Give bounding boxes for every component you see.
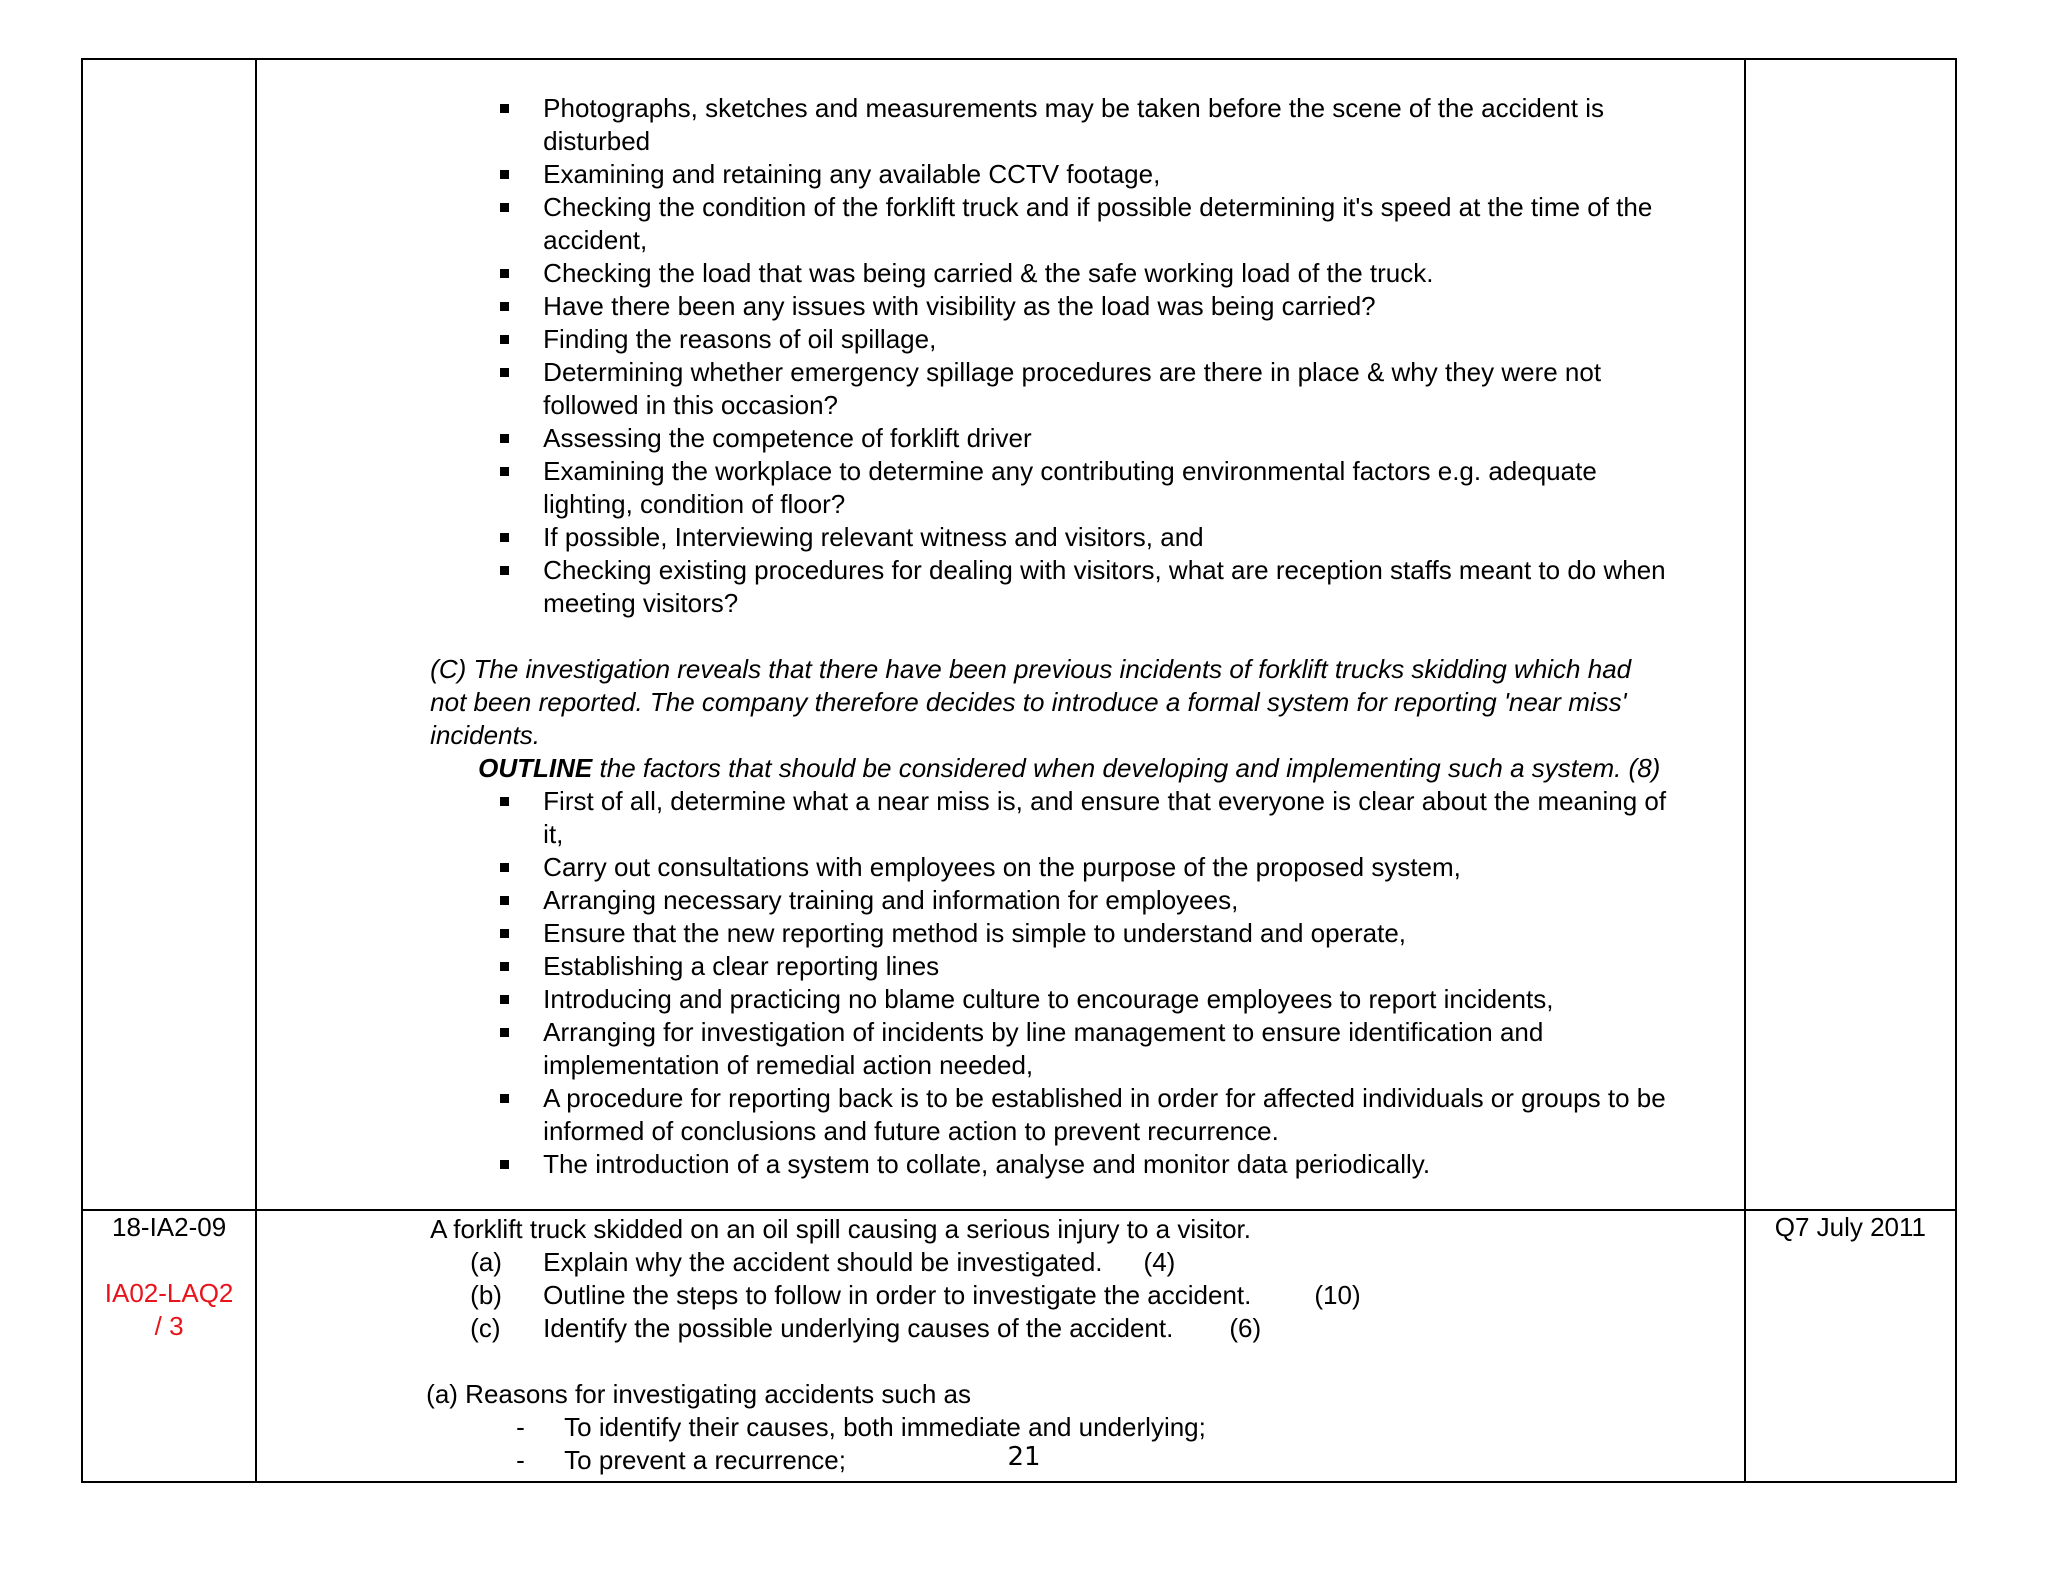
list-item (470, 92, 1686, 158)
outline-keyword: OUTLINE (478, 753, 593, 783)
ref-code: 18-IA2-09 (111, 1212, 227, 1242)
list-item (470, 422, 1686, 455)
list-item-text: Assessing the competence of forklift driver (543, 423, 1032, 453)
part-text: Explain why the accident should be investigated. (543, 1247, 1103, 1277)
question-c-text: (C) The investigation reveals that there have been previous incidents of forklift trucks skidding which had not been reported. The company therefore decides to introduce a formal system for reporting 'near miss' incidents. (430, 654, 1632, 750)
list-item (470, 1016, 1686, 1082)
list-item-text: Examining and retaining any available CCTV footage, (543, 159, 1161, 189)
source-text: Q7 July 2011 (1774, 1212, 1927, 1242)
list-item (470, 323, 1686, 356)
list-item-text: Photographs, sketches and measurements may be taken before the scene of the accident is disturbed (543, 93, 1605, 156)
list-item-text: Checking the load that was being carried & the safe working load of the truck. (543, 258, 1434, 288)
part-label: (b) (470, 1280, 502, 1310)
part-label: (c) (470, 1313, 501, 1343)
list-item-text: Introducing and practicing no blame culture to encourage employees to report incidents, (543, 984, 1554, 1014)
list-item-text: Arranging necessary training and information for employees, (543, 885, 1239, 915)
list-item-text: Establishing a clear reporting lines (543, 951, 940, 981)
page-number: 21 (1007, 1442, 1041, 1472)
ref-laq-code: IA02-LAQ2 (104, 1278, 234, 1308)
answer-intro: (a) Reasons for investigating accidents such as (426, 1379, 972, 1409)
question-table (81, 58, 1957, 1483)
list-item-text: Finding the reasons of oil spillage, (543, 324, 937, 354)
question-part (470, 1279, 1686, 1312)
outline-instruction (478, 752, 1686, 785)
square-bullet-icon (500, 797, 509, 806)
list-item (470, 191, 1686, 257)
part-marks: (10) (1314, 1280, 1361, 1310)
part-marks: (4) (1143, 1247, 1176, 1277)
square-bullet-icon (500, 368, 509, 377)
list-item (470, 1082, 1686, 1148)
list-item-text: Examining the workplace to determine any contributing environmental factors e.g. adequate lighting, condition of floor? (543, 456, 1597, 519)
square-bullet-icon (500, 1028, 509, 1037)
part-text: Identify the possible underlying causes of the accident. (543, 1313, 1174, 1343)
list-item-text: The introduction of a system to collate, analyse and monitor data periodically. (543, 1149, 1431, 1179)
list-item (470, 158, 1686, 191)
square-bullet-icon (500, 1094, 509, 1103)
list-item (470, 884, 1686, 917)
part-label: (a) (470, 1247, 502, 1277)
square-bullet-icon (500, 170, 509, 179)
list-item-text: A procedure for reporting back is to be established in order for affected individuals or groups to be informed of conclusions and future action to prevent recurrence. (543, 1083, 1666, 1146)
dash-bullet-icon: - (516, 1445, 525, 1475)
list-item-text: Determining whether emergency spillage procedures are there in place & why they were not followed in this occasion? (543, 357, 1602, 420)
square-bullet-icon (500, 929, 509, 938)
list-item (470, 785, 1686, 851)
square-bullet-icon (500, 434, 509, 443)
square-bullet-icon (500, 1160, 509, 1169)
list-item (470, 554, 1686, 620)
table-row (82, 59, 1956, 1210)
outline-rest: the factors that should be considered when developing and implementing such a system. (8) (592, 753, 1661, 783)
question-stem: A forklift truck skidded on an oil spill causing a serious injury to a visitor. (430, 1214, 1251, 1244)
square-bullet-icon (500, 302, 509, 311)
part-marks: (6) (1229, 1313, 1262, 1343)
list-item-text: Have there been any issues with visibility as the load was being carried? (543, 291, 1376, 321)
question-part (470, 1246, 1686, 1279)
square-bullet-icon (500, 104, 509, 113)
square-bullet-icon (500, 533, 509, 542)
list-item-text: To identify their causes, both immediate and underlying; (564, 1412, 1206, 1442)
list-item-text: Checking existing procedures for dealing with visitors, what are reception staffs meant to do when meeting visitors? (543, 555, 1666, 618)
list-item-text: Checking the condition of the forklift truck and if possible determining it's speed at the time of the accident, (543, 192, 1653, 255)
list-item (470, 257, 1686, 290)
square-bullet-icon (500, 335, 509, 344)
list-item-text: Carry out consultations with employees on the purpose of the proposed system, (543, 852, 1461, 882)
list-item (470, 455, 1686, 521)
list-item-text: First of all, determine what a near miss is, and ensure that everyone is clear about the meaning of it, (543, 786, 1667, 849)
square-bullet-icon (500, 995, 509, 1004)
source-cell-empty (1745, 59, 1956, 1210)
square-bullet-icon (500, 896, 509, 905)
bullet-list-c (470, 785, 1686, 1181)
list-item-text: Ensure that the new reporting method is simple to understand and operate, (543, 918, 1407, 948)
dash-bullet-icon: - (516, 1412, 525, 1442)
list-item (470, 917, 1686, 950)
list-item (470, 983, 1686, 1016)
square-bullet-icon (500, 566, 509, 575)
list-item-text: Arranging for investigation of incidents by line management to ensure identification and implementation of remedial action needed, (543, 1017, 1544, 1080)
list-item (470, 1411, 1686, 1444)
square-bullet-icon (500, 962, 509, 971)
square-bullet-icon (500, 203, 509, 212)
part-text: Outline the steps to follow in order to investigate the accident. (543, 1280, 1252, 1310)
list-item (470, 1148, 1686, 1181)
list-item (470, 851, 1686, 884)
list-item (470, 290, 1686, 323)
answer-cell (256, 59, 1745, 1210)
list-item-text: To prevent a recurrence; (564, 1445, 846, 1475)
list-item-text: If possible, Interviewing relevant witness and visitors, and (543, 522, 1204, 552)
square-bullet-icon (500, 863, 509, 872)
square-bullet-icon (500, 269, 509, 278)
bullet-list-b (470, 92, 1686, 620)
list-item (470, 521, 1686, 554)
ref-cell-empty (82, 59, 256, 1210)
ref-laq-number: / 3 (154, 1311, 184, 1341)
square-bullet-icon (500, 467, 509, 476)
list-item (470, 356, 1686, 422)
list-item (470, 950, 1686, 983)
question-part (470, 1312, 1686, 1345)
